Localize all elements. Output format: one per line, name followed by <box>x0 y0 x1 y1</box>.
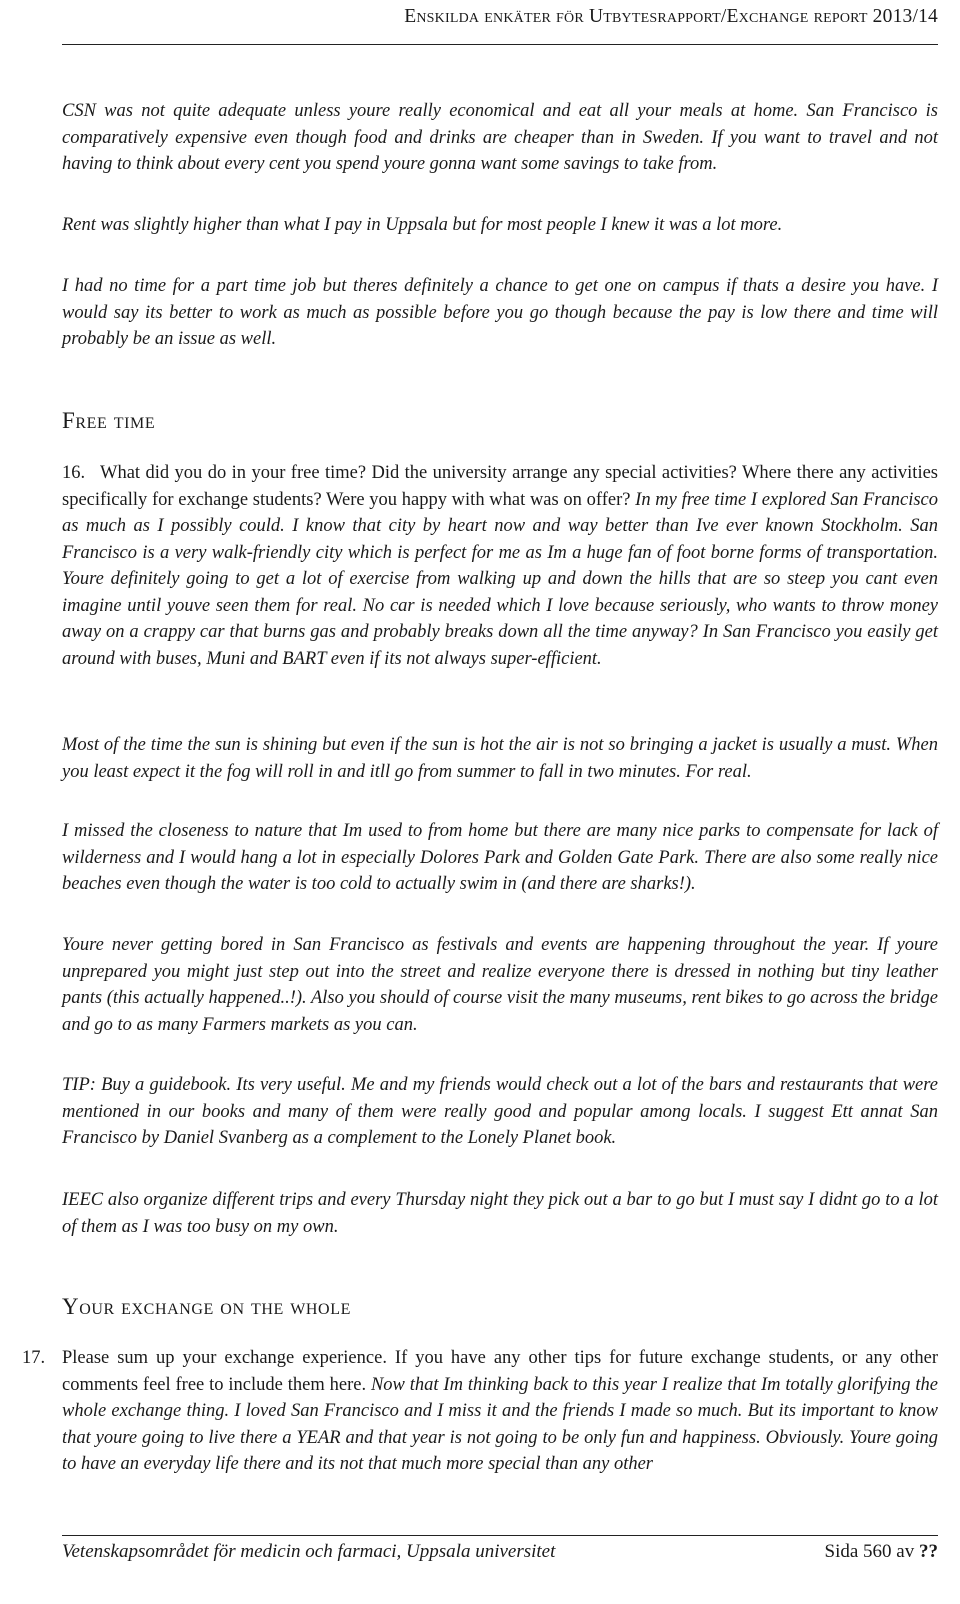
page-number-total: ?? <box>919 1541 938 1562</box>
question-17-prompt: Please sum up your exchange experience. If you have any other tips for future exchange students, or any other comments feel free to include them here. <box>62 1348 938 1395</box>
intro-paragraph-2 <box>62 212 938 239</box>
intro-paragraph-3 <box>62 273 938 353</box>
page-number-prefix: Sida 560 av <box>824 1541 915 1562</box>
free-time-paragraph-4 <box>62 932 938 1038</box>
free-time-p2-text: Most of the time the sun is shining but even if the sun is hot the air is not so bringing a jacket is usually a must. When you least expect it the fog will roll in and itll go from summer to fall in two minutes. For real. <box>62 735 938 782</box>
question-number: 17. <box>22 1348 46 1368</box>
footer-page-number <box>825 1541 938 1563</box>
question-16-prompt: What did you do in your free time? Did the university arrange any special activities? Where there any activities specifically for exchange students? Were you happy with what was on offer? <box>62 463 938 510</box>
footer-institution: Vetenskapsområdet för medicin och farmaci, Uppsala universitet <box>62 1541 556 1562</box>
free-time-p6-text: IEEC also organize different trips and every Thursday night they pick out a bar to go but I must say I didnt go to a lot of them as I was too busy on my own. <box>62 1190 938 1237</box>
free-time-paragraph-2 <box>62 732 938 785</box>
free-time-paragraph-6 <box>62 1187 938 1240</box>
question-number: 16. <box>62 463 86 483</box>
free-time-p3-text: I missed the closeness to nature that Im used to from home but there are many nice parks to compensate for lack of wilderness and I would hang a lot in especially Dolores Park and Golden Gate Park. There are also some really nice beaches even though the water is too cold to actually swim in (and there are sharks!). <box>62 821 938 894</box>
section-title-free-time: Free time <box>62 408 156 433</box>
intro-p3-text: I had no time for a part time job but theres definitely a chance to get one on campus if thats a desire you have. I would say its better to work as much as possible before you go though because the pay is low there and time will probably be an issue as well. <box>62 276 938 349</box>
free-time-p5-text: TIP: Buy a guidebook. Its very useful. Me and my friends would check out a lot of the bars and restaurants that were mentioned in our books and many of them were really good and popular among locals. I suggest Ett annat San Francisco by Daniel Svanberg as a complement to the Lonely Planet book. <box>62 1075 938 1148</box>
footer-rule <box>62 1535 938 1536</box>
free-time-paragraph-5 <box>62 1072 938 1152</box>
intro-p1-text: CSN was not quite adequate unless youre really economical and eat all your meals at home. San Francisco is comparatively expensive even though food and drinks are cheaper than in Sweden. If you want to travel and not having to think about every cent you spend youre gonna want some savings to take from. <box>62 101 938 174</box>
free-time-p4-text: Youre never getting bored in San Francisco as festivals and events are happening throughout the year. If youre unprepared you might just step out into the street and realize everyone there is dressed in nothing but tiny leather pants (this actually happened..!). Also you should of course visit the many museums, rent bikes to go across the bridge and go to as many Farmers markets as you can. <box>62 935 938 1035</box>
header-rule <box>62 44 938 45</box>
free-time-paragraph-3 <box>62 818 938 898</box>
page-header: Enskilda enkäter för Utbytesrapport/Exchange report 2013/14 <box>404 6 938 27</box>
question-17-answer: Now that Im thinking back to this year I realize that Im totally glorifying the whole exchange thing. I loved San Francisco and I miss it and the friends I made so much. But its important to know that youre going to live there a YEAR and that year is not going to be only fun and happiness. Obviously. Youre going to have an everyday life there and its not that much more special than any other <box>62 1374 939 1474</box>
section-title-exchange-whole: Your exchange on the whole <box>62 1294 351 1319</box>
intro-paragraph-1 <box>62 98 938 178</box>
question-16-body <box>62 460 938 672</box>
question-17-body <box>62 1345 938 1478</box>
question-16-answer: In my free time I explored San Francisco as much as I possibly could. I know that city by heart now and way better than Ive ever known Stockholm. San Francisco is a very walk-friendly city which is perfect for me as Im a huge fan of foot borne forms of transportation. Youre definitely going to get a lot of exercise from walking up and down the hills that are so steep you cant even imagine until youve seen them for real. No car is needed which I love because seriously, who wants to throw money away on a crappy car that burns gas and probably breaks down all the time anyway? In San Francisco you easily get around with buses, Muni and BART even if its not always super-efficient. <box>62 489 938 669</box>
intro-p2-text: Rent was slightly higher than what I pay in Uppsala but for most people I knew it was a lot more. <box>62 215 783 235</box>
